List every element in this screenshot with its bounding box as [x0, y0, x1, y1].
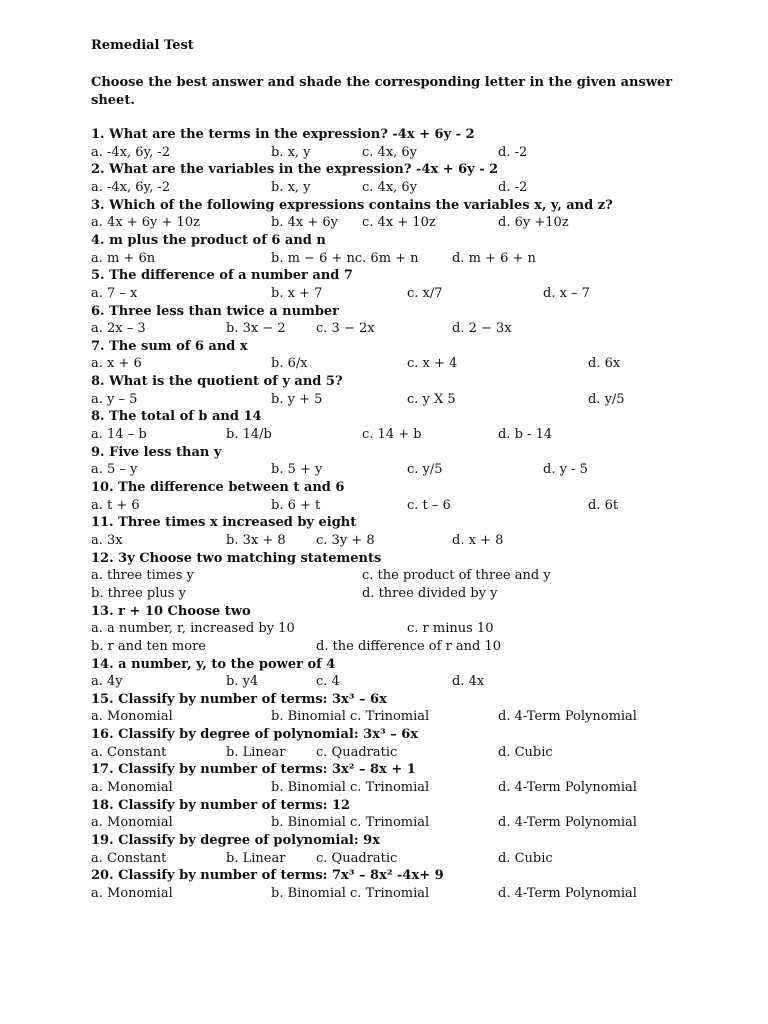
options-row: [0, 709, 768, 727]
question-row: [0, 798, 768, 816]
question-row: [0, 868, 768, 886]
answer-option: d. the difference of r and 10: [316, 638, 502, 654]
answer-option: d. x + 8: [452, 532, 504, 548]
answer-option: c. Quadratic: [316, 744, 398, 760]
answer-option: d. 2 − 3x: [452, 321, 512, 337]
answer-option: b. Linear: [226, 850, 286, 866]
question-row: [0, 604, 768, 622]
answer-option: c. 4: [316, 674, 340, 690]
answer-option: c. y X 5: [407, 391, 456, 407]
options-row: [0, 639, 768, 657]
answer-option: d. y/5: [588, 391, 625, 407]
options-row: [0, 392, 768, 410]
answer-option: d. 6y +10z: [498, 215, 569, 231]
answer-option: b. x, y: [271, 179, 311, 195]
answer-option: c. t – 6: [407, 497, 451, 513]
answer-option: c. Quadratic: [316, 850, 398, 866]
question-text: 19. Classify by degree of polynomial: 9x: [91, 833, 380, 848]
answer-option: b. Binomial c. Trinomial: [271, 815, 430, 831]
answer-option: b. 6 + t: [271, 497, 321, 513]
question-text: 11. Three times x increased by eight: [91, 515, 357, 531]
answer-option: a. Monomial: [91, 815, 173, 831]
options-row: [0, 356, 768, 374]
answer-option: b. x + 7: [271, 285, 323, 301]
answer-option: d. 4-Term Polynomial: [498, 780, 637, 796]
options-row: [0, 462, 768, 480]
question-row: [0, 374, 768, 392]
answer-option: d. m + 6 + n: [452, 250, 536, 266]
options-row: [0, 745, 768, 763]
question-text: 14. a number, y, to the power of 4: [91, 656, 336, 672]
answer-option: a. Constant: [91, 850, 167, 866]
question-text: 7. The sum of 6 and x: [91, 338, 248, 354]
question-text: 12. 3y Choose two matching statements: [91, 550, 382, 566]
answer-option: c. 4x, 6y: [362, 179, 418, 195]
answer-option: c. x/7: [407, 285, 443, 301]
question-row: [0, 409, 768, 427]
answer-option: c. 3 − 2x: [316, 321, 375, 337]
answer-option: b. three plus y: [91, 585, 186, 601]
answer-option: b. y + 5: [271, 391, 323, 407]
answer-option: a. 7 – x: [91, 285, 138, 301]
question-row: [0, 268, 768, 286]
answer-option: d. three divided by y: [362, 585, 498, 601]
options-row: [0, 815, 768, 833]
question-row: [0, 657, 768, 675]
question-row: [0, 762, 768, 780]
answer-option: b. 14/b: [226, 427, 272, 443]
answer-option: b. Binomial c. Trinomial: [271, 780, 430, 796]
question-text: 1. What are the terms in the expression? -4x + 6y - 2: [91, 127, 475, 142]
answer-option: d. 4x: [452, 674, 485, 690]
question-row: [0, 692, 768, 710]
answer-option: d. 4-Term Polynomial: [498, 815, 637, 831]
answer-option: c. the product of three and y: [362, 568, 551, 584]
answer-option: d. -2: [498, 144, 528, 160]
answer-option: d. x – 7: [543, 285, 590, 301]
answer-option: a. Monomial: [91, 780, 173, 796]
answer-option: b. Linear: [226, 744, 286, 760]
question-text: 8. What is the quotient of y and 5?: [91, 374, 343, 390]
answer-option: b. y4: [226, 674, 259, 690]
options-row: [0, 427, 768, 445]
answer-option: a. Constant: [91, 744, 167, 760]
answer-option: c. 3y + 8: [316, 532, 375, 548]
answer-option: d. b - 14: [498, 427, 553, 443]
question-text: 8. The total of b and 14: [91, 409, 262, 425]
answer-option: a. t + 6: [91, 497, 140, 513]
answer-option: a. 14 – b: [91, 427, 147, 443]
options-row: [0, 586, 768, 604]
options-row: [0, 145, 768, 163]
answer-option: a. 4x + 6y + 10z: [91, 215, 200, 231]
question-row: [0, 445, 768, 463]
question-text: 17. Classify by number of terms: 3x² – 8x + 1: [91, 762, 416, 778]
answer-option: b. 6/x: [271, 356, 308, 372]
question-text: 2. What are the variables in the expression? -4x + 6y - 2: [91, 162, 499, 178]
options-row: [0, 621, 768, 639]
answer-option: a. Monomial: [91, 709, 173, 725]
question-row: [0, 551, 768, 569]
question-text: 9. Five less than y: [91, 444, 222, 460]
answer-option: b. 3x − 2: [226, 321, 286, 337]
answer-option: b. 4x + 6y: [271, 215, 338, 231]
answer-option: b. x, y: [271, 144, 311, 160]
question-text: 13. r + 10 Choose two: [91, 603, 251, 619]
options-row: [0, 886, 768, 904]
answer-option: c. 4x, 6y: [362, 144, 418, 160]
options-row: [0, 286, 768, 304]
answer-option: a. 2x – 3: [91, 321, 146, 337]
options-row: [0, 321, 768, 339]
options-row: [0, 498, 768, 516]
question-text: 6. Three less than twice a number: [91, 303, 340, 319]
question-row: [0, 480, 768, 498]
question-row: [0, 515, 768, 533]
question-row: [0, 233, 768, 251]
answer-option: b. Binomial c. Trinomial: [271, 885, 430, 901]
question-row: [0, 162, 768, 180]
question-text: 20. Classify by number of terms: 7x³ – 8x² -4x+ 9: [91, 868, 444, 884]
instructions: Choose the best answer and shade the corresponding letter in the given answer sheet.: [91, 75, 673, 108]
answer-option: b. 3x + 8: [226, 532, 286, 548]
answer-option: d. y - 5: [543, 462, 588, 478]
options-row: [0, 851, 768, 869]
answer-option: b. Binomial c. Trinomial: [271, 709, 430, 725]
answer-option: a. -4x, 6y, -2: [91, 179, 171, 195]
question-row: [0, 339, 768, 357]
answer-option: d. 6x: [588, 356, 621, 372]
answer-option: a. m + 6n: [91, 250, 156, 266]
answer-option: b. r and ten more: [91, 638, 206, 654]
answer-option: a. y – 5: [91, 391, 138, 407]
question-row: [0, 727, 768, 745]
answer-option: a. three times y: [91, 568, 194, 584]
question-row: [0, 833, 768, 851]
answer-option: a. a number, r, increased by 10: [91, 621, 295, 637]
answer-option: a. 5 – y: [91, 462, 138, 478]
answer-option: d. 6t: [588, 497, 619, 513]
question-text: 15. Classify by number of terms: 3x³ – 6x: [91, 691, 387, 707]
answer-option: b. m − 6 + nc. 6m + n: [271, 250, 419, 266]
answer-option: a. -4x, 6y, -2: [91, 144, 171, 160]
answer-option: a. 3x: [91, 532, 123, 548]
page-title: Remedial Test: [91, 38, 194, 53]
question-row: [0, 198, 768, 216]
question-text: 4. m plus the product of 6 and n: [91, 232, 326, 248]
question-text: 18. Classify by number of terms: 12: [91, 797, 351, 813]
answer-option: d. 4-Term Polynomial: [498, 885, 637, 901]
question-row: [0, 127, 768, 145]
options-row: [0, 568, 768, 586]
options-row: [0, 215, 768, 233]
answer-option: d. Cubic: [498, 850, 553, 866]
answer-option: d. 4-Term Polynomial: [498, 709, 637, 725]
options-row: [0, 674, 768, 692]
answer-option: a. x + 6: [91, 356, 142, 372]
answer-option: d. -2: [498, 179, 528, 195]
options-row: [0, 533, 768, 551]
answer-option: a. 4y: [91, 674, 123, 690]
answer-option: d. Cubic: [498, 744, 553, 760]
question-text: 5. The difference of a number and 7: [91, 268, 353, 284]
options-row: [0, 180, 768, 198]
options-row: [0, 780, 768, 798]
question-text: 16. Classify by degree of polynomial: 3x³ – 6x: [91, 727, 419, 743]
question-text: 10. The difference between t and 6: [91, 480, 345, 495]
answer-option: c. 14 + b: [362, 427, 422, 443]
answer-option: c. y/5: [407, 462, 443, 478]
answer-option: a. Monomial: [91, 885, 173, 901]
options-row: [0, 251, 768, 269]
question-row: [0, 304, 768, 322]
answer-option: c. x + 4: [407, 356, 458, 372]
answer-option: c. r minus 10: [407, 621, 494, 637]
question-text: 3. Which of the following expressions contains the variables x, y, and z?: [91, 197, 613, 213]
answer-option: b. 5 + y: [271, 462, 323, 478]
answer-option: c. 4x + 10z: [362, 215, 436, 231]
